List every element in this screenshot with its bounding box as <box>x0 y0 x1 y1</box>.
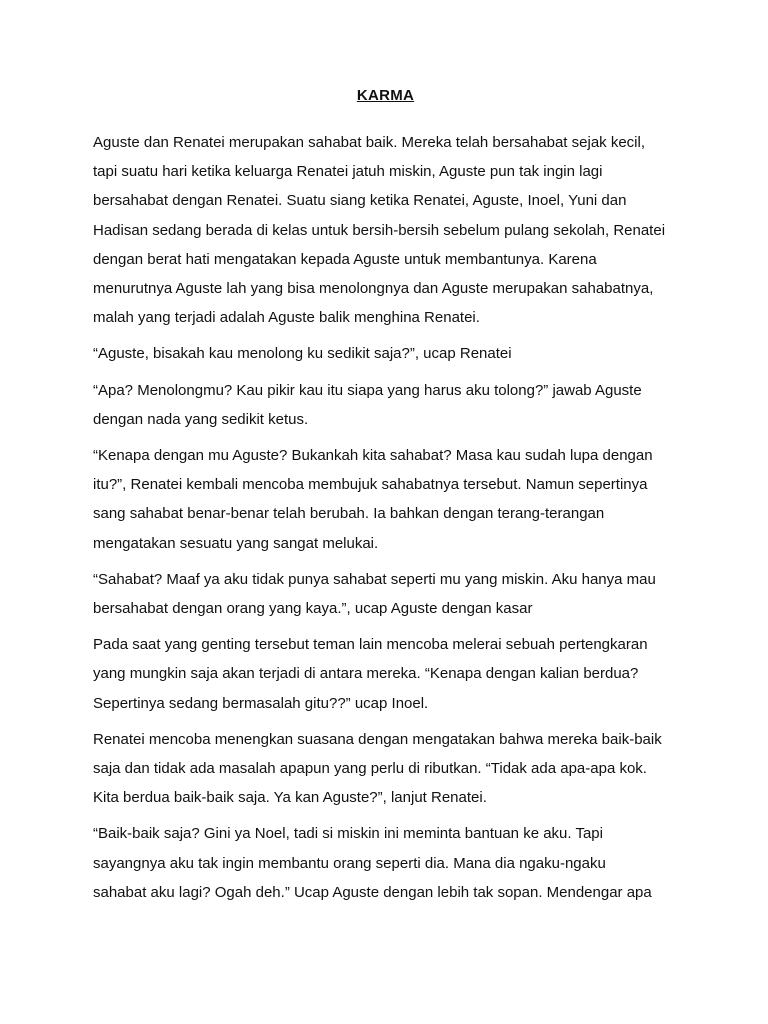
text-line: “Sahabat? Maaf ya aku tidak punya sahabat seperti mu yang miskin. Aku hanya mau <box>93 570 656 588</box>
text-line: sayangnya aku tak ingin membantu orang seperti dia. Mana dia ngaku-ngaku <box>93 854 606 872</box>
text-line: “Aguste, bisakah kau menolong ku sedikit saja?”, ucap Renatei <box>93 345 512 363</box>
text-line: “Apa? Menolongmu? Kau pikir kau itu siapa yang harus aku tolong?” jawab Aguste <box>93 381 642 399</box>
text-line: itu?”, Renatei kembali mencoba membujuk sahabatnya tersebut. Namun sepertinya <box>93 476 648 494</box>
text-line: Aguste dan Renatei merupakan sahabat baik. Mereka telah bersahabat sejak kecil, <box>93 134 646 151</box>
text-line: bersahabat dengan orang yang kaya.”, ucap Aguste dengan kasar <box>93 600 533 618</box>
text-line: mengatakan sesuatu yang sangat melukai. <box>93 534 379 552</box>
paragraph <box>93 339 678 368</box>
text-line: dengan nada yang sedikit ketus. <box>93 410 309 428</box>
text-line: Sepertinya sedang bermasalah gitu??” ucap Inoel. <box>93 694 429 712</box>
text-line: menurutnya Aguste lah yang bisa menolongnya dan Aguste merupakan sahabatnya, <box>93 280 654 298</box>
text-line: malah yang terjadi adalah Aguste balik menghina Renatei. <box>93 309 480 327</box>
paragraph <box>93 819 678 907</box>
text-line: bersahabat dengan Renatei. Suatu siang ketika Renatei, Aguste, Inoel, Yuni dan <box>93 192 627 210</box>
text-line: “Baik-baik saja? Gini ya Noel, tadi si miskin ini meminta bantuan ke aku. Tapi <box>93 825 603 843</box>
text-line: yang mungkin saja akan terjadi di antara mereka. “Kenapa dengan kalian berdua? <box>93 665 639 683</box>
paragraph <box>93 630 678 718</box>
text-line: sang sahabat benar-benar telah berubah. Ia bahkan dengan terang-terangan <box>93 505 605 523</box>
paragraph <box>93 565 678 623</box>
text-line: Renatei mencoba menengkan suasana dengan mengatakan bahwa mereka baik-baik <box>93 730 662 748</box>
paragraph <box>93 441 678 558</box>
document-title: KARMA <box>356 87 415 104</box>
paragraph <box>93 376 678 434</box>
text-line: tapi suatu hari ketika keluarga Renatei jatuh miskin, Aguste pun tak ingin lagi <box>93 163 603 181</box>
paragraph <box>93 128 678 332</box>
text-line: “Kenapa dengan mu Aguste? Bukankah kita sahabat? Masa kau sudah lupa dengan <box>93 447 653 465</box>
text-line: Kita berdua baik-baik saja. Ya kan Aguste?”, lanjut Renatei. <box>93 789 487 807</box>
text-line: Hadisan sedang berada di kelas untuk bersih-bersih sebelum pulang sekolah, Renatei <box>93 221 666 239</box>
text-line: sahabat aku lagi? Ogah deh.” Ucap Aguste dengan lebih tak sopan. Mendengar apa <box>93 883 652 901</box>
paragraph <box>93 725 678 813</box>
text-line: saja dan tidak ada masalah apapun yang perlu di ributkan. “Tidak ada apa-apa kok. <box>93 760 647 778</box>
text-line: dengan berat hati mengatakan kepada Aguste untuk membantunya. Karena <box>93 250 597 268</box>
text-line: Pada saat yang genting tersebut teman lain mencoba melerai sebuah pertengkaran <box>93 636 648 654</box>
